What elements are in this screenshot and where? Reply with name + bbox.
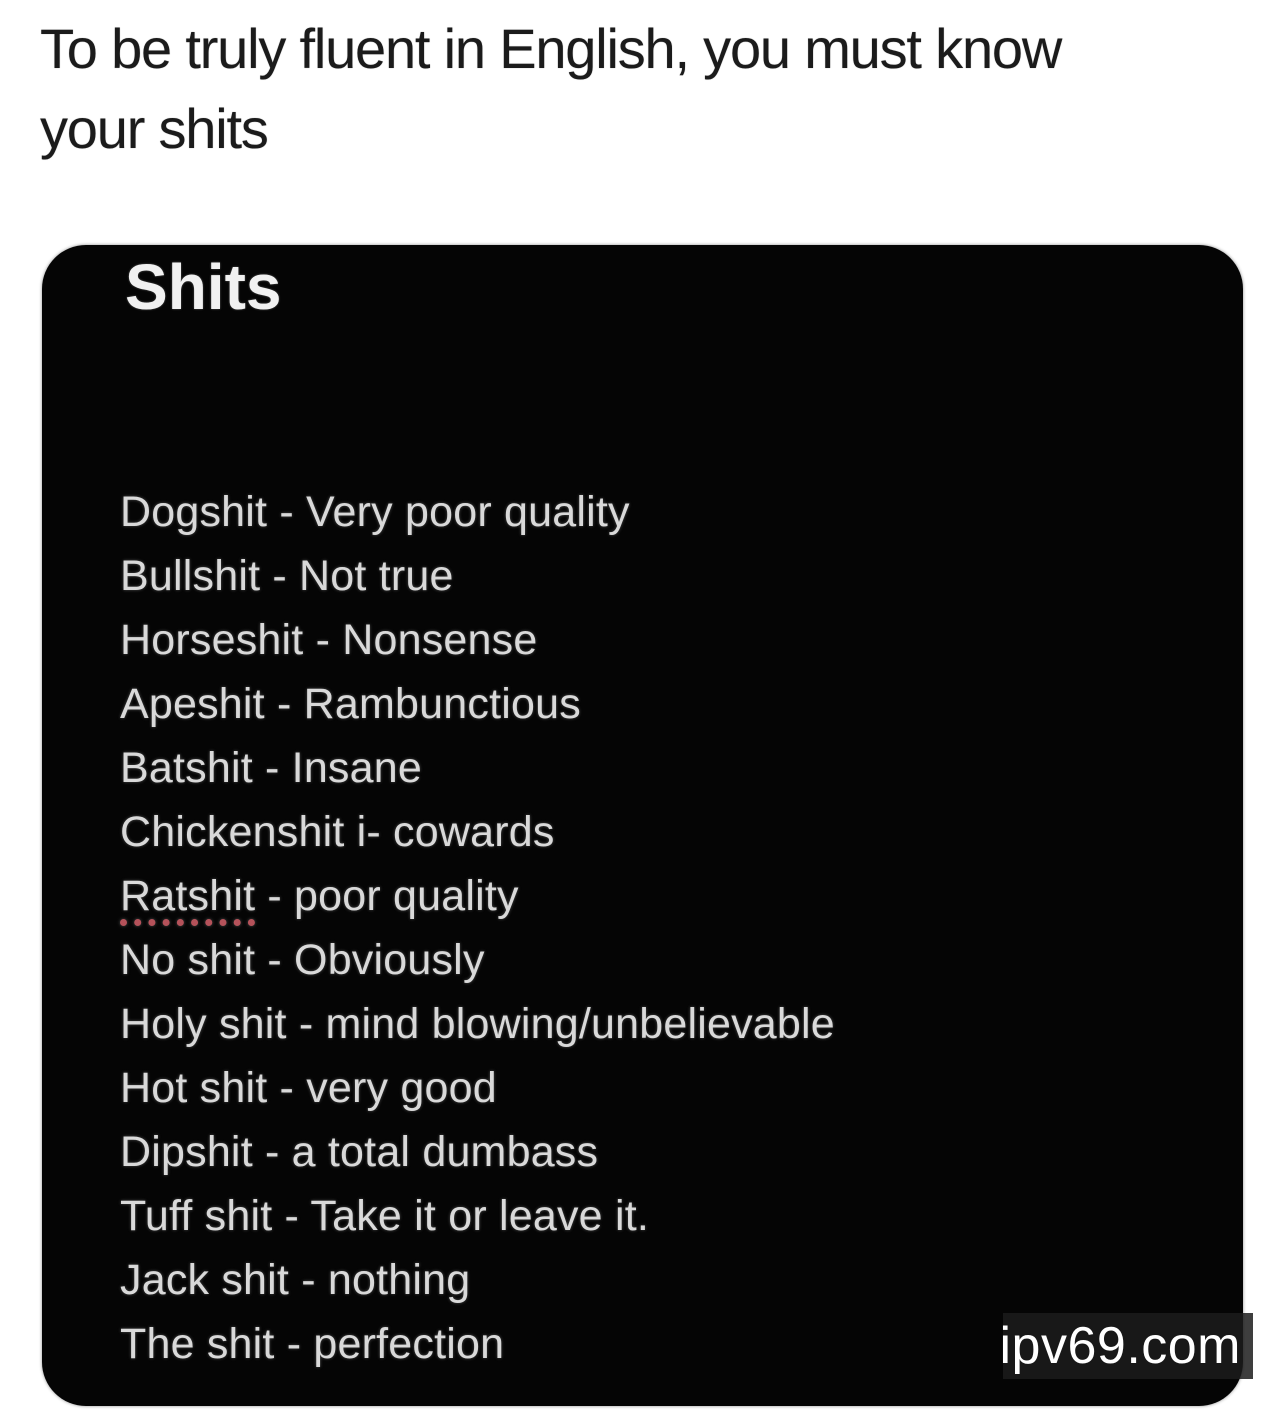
card-title: Shits — [125, 251, 282, 323]
list-item: Chickenshit i- cowards — [120, 808, 555, 856]
definition-rest: - poor quality — [255, 872, 519, 920]
list-item: Holy shit - mind blowing/unbelievable — [120, 1000, 835, 1048]
list-item: Tuff shit - Take it or leave it. — [120, 1192, 649, 1240]
list-item: Jack shit - nothing — [120, 1256, 471, 1304]
post-caption — [40, 9, 1061, 169]
definition-card — [42, 245, 1243, 1406]
definition-list — [120, 480, 1213, 1376]
watermark-box — [999, 1313, 1253, 1379]
list-item: Bullshit - Not true — [120, 552, 454, 600]
list-item: The shit - perfection — [120, 1320, 505, 1368]
caption-line-2: your shits — [40, 97, 268, 160]
list-item: Horseshit - Nonsense — [120, 616, 538, 664]
list-item — [120, 864, 1213, 928]
list-item: Dogshit - Very poor quality — [120, 488, 630, 536]
caption-line-1: To be truly fluent in English, you must know — [40, 17, 1062, 80]
list-item: Batshit - Insane — [120, 744, 422, 792]
watermark-text: ipv69.com — [999, 1317, 1241, 1375]
list-item: Apeshit - Rambunctious — [120, 680, 581, 728]
list-item: No shit - Obviously — [120, 936, 485, 984]
list-item: Hot shit - very good — [120, 1064, 497, 1112]
misspelled-word: Ratshit — [120, 872, 256, 920]
list-item: Dipshit - a total dumbass — [120, 1128, 599, 1176]
